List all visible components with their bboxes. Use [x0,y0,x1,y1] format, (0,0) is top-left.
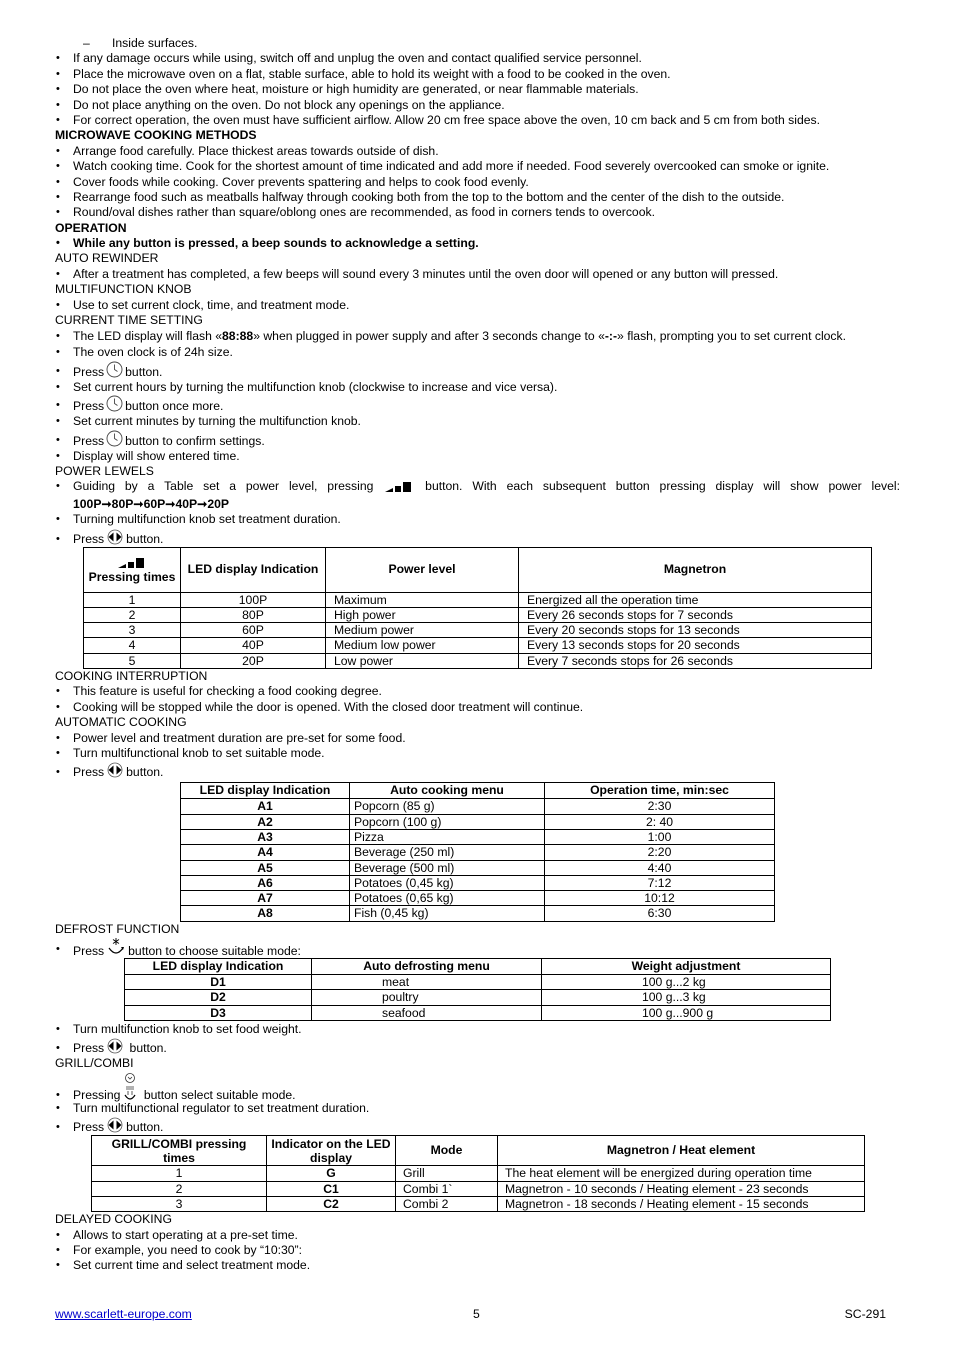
table-cell: 2: 40 [545,814,775,829]
table-cell: 4 [84,638,181,653]
table-cell: seafood [312,1005,542,1020]
list-item: • Allows to start operating at a pre-set time. [55,1228,900,1243]
text: button to choose suitable mode: [128,944,301,959]
table-cell: 2 [92,1181,267,1196]
table-cell: 80P [181,607,326,622]
table-cell: 1 [92,1166,267,1181]
list-item: • Power level and treatment duration are pre-set for some food. [55,731,900,746]
table-cell: Maximum [326,592,519,607]
table-cell: 100 g...2 kg [542,975,831,990]
table-cell: A3 [181,829,350,844]
list-item: • After a treatment has completed, a few beeps will sound every 3 minutes until the oven door will opened or any button will pressed. [55,267,900,282]
list-item [55,361,900,380]
table-header: Auto defrosting menu [312,959,542,975]
text: button. With each subsequent button pressing display will show power level: [425,479,900,494]
table-header: Operation time, min:sec [545,783,775,799]
subsection-heading: AUTO REWINDER [55,251,159,266]
table-cell: poultry [312,990,542,1005]
table-cell: Popcorn (85 g) [350,799,545,814]
text: Guiding by a Table set a power level, pressing [73,479,374,494]
table-row [84,592,872,607]
table-cell: A6 [181,875,350,890]
table-cell: 2:20 [545,845,775,860]
table-cell: G [267,1166,396,1181]
website-link[interactable]: www.scarlett-europe.com [55,1307,192,1321]
subsection-heading: COOKING INTERRUPTION [55,669,208,684]
list-item: • While any button is pressed, a beep sounds to acknowledge a setting. [55,236,900,251]
text: The LED display will flash « [73,329,223,344]
list-item: • Turn multifunction knob to set food weight. [55,1022,900,1037]
text: Press [73,433,105,448]
list-item: • Watch cooking time. Cook for the shortest amount of time indicated and add more if needed. Food severely overcooked can smoke or ignite. [55,159,900,174]
list-item [55,430,900,449]
table-cell: Fish (0,45 kg) [350,906,545,921]
list-item: • Round/oval dishes rather than square/oblong ones are recommended, as food in corners tends to overcook. [55,205,900,220]
table-cell: Beverage (500 ml) [350,860,545,875]
start-icon [106,529,124,552]
table-row [181,891,775,906]
table-cell: D1 [125,975,312,990]
subsection-heading: POWER LEWELS [55,463,154,478]
table-cell: A8 [181,906,350,921]
table-cell: A2 [181,814,350,829]
list-item: • For example, you need to cook by “10:30”: [55,1243,900,1258]
list-item: • Turning multifunction knob set treatment duration. [55,512,900,527]
list-item [55,479,900,496]
list-item [55,528,900,547]
table-header: LED display Indication [181,783,350,799]
table-row [181,845,775,860]
list-item: • Display will show entered time. [55,449,900,464]
table-header: GRILL/COMBI pressing times [92,1136,267,1166]
table-cell: 100 g...3 kg [542,990,831,1005]
subsection-heading: CURRENT TIME SETTING [55,313,203,328]
table-cell: Medium low power [326,638,519,653]
table-cell: A4 [181,845,350,860]
table-row [84,623,872,638]
table-row [181,906,775,921]
list-item: • Place the microwave oven on a flat, stable surface, able to hold its weight with a food to be cooked in the oven. [55,67,900,82]
defrost-icon [106,937,126,966]
table-cell: Low power [326,653,519,668]
power-sequence: 100P➞80P➞60P➞40P➞20P [73,496,230,511]
start-icon [106,762,124,785]
power-level-icon [88,556,176,570]
table-header: Magnetron / Heat element [498,1136,865,1166]
table-row [181,799,775,814]
table-cell: 40P [181,638,326,653]
table-cell: 20P [181,653,326,668]
list-item: • Do not place anything on the oven. Do not block any openings on the appliance. [55,98,900,113]
table-cell: Potatoes (0,45 kg) [350,875,545,890]
text: Press [73,364,105,379]
list-item: • Turn multifunctional regulator to set treatment duration. [55,1101,900,1116]
table-row [92,1181,865,1196]
list-item [55,1037,900,1056]
table-row [125,975,831,990]
table-cell: 6:30 [545,906,775,921]
list-item: • The oven clock is of 24h size. [55,345,900,360]
list-item: • Turn multifunctional knob to set suitable mode. [55,746,900,761]
table-header: Weight adjustment [542,959,831,975]
table-header: Indicator on the LED display [267,1136,396,1166]
text: button. [126,1120,164,1135]
page-number: 5 [473,1307,480,1321]
table-cell: Magnetron - 18 seconds / Heating element - 15 seconds [498,1196,865,1211]
table-cell: 7:12 [545,875,775,890]
table-cell: 2:30 [545,799,775,814]
table-cell: 5 [84,653,181,668]
subsection-heading: DELAYED COOKING [55,1212,172,1227]
text: Pressing times [88,569,176,584]
table-cell: A1 [181,799,350,814]
list-item: • Cover foods while cooking. Cover prevents spattering and helps to cook food evenly. [55,175,900,190]
table-cell: A7 [181,891,350,906]
table-cell: 3 [84,623,181,638]
list-item: • If any damage occurs while using, switch off and unplug the oven and contact qualified service personnel. [55,51,900,66]
subsection-heading: MULTIFUNCTION KNOB [55,282,192,297]
text: » flash, prompting you to set current clock. [617,329,847,344]
table-cell: Magnetron - 10 seconds / Heating element - 23 seconds [498,1181,865,1196]
list-item: • Cooking will be stopped while the door is opened. With the closed door treatment will continue. [55,700,900,715]
section-heading: MICROWAVE COOKING METHODS [55,128,257,143]
table-cell: High power [326,607,519,622]
table-header: LED display Indication [181,547,326,592]
text: button. [125,364,163,379]
text: button. [126,765,164,780]
table-cell: Popcorn (100 g) [350,814,545,829]
list-item: • For correct operation, the oven must have sufficient airflow. Allow 20 cm free space above the oven, 10 cm back and 5 cm from both sides. [55,113,900,128]
list-item: • This feature is useful for checking a food cooking degree. [55,684,900,699]
text: Press [73,944,105,959]
table-cell: Every 13 seconds stops for 20 seconds [519,638,872,653]
table-row [125,1005,831,1020]
list-item: • Set current hours by turning the multifunction knob (clockwise to increase and vice versa). [55,380,900,395]
defrost-table [124,958,831,1021]
text: button to confirm settings. [125,433,265,448]
text: button. [129,1041,167,1056]
text: Press [73,1041,105,1056]
table-cell: C1 [267,1181,396,1196]
list-item [55,395,900,414]
table-cell: 60P [181,623,326,638]
table-row [181,829,775,844]
text: button once more. [125,399,224,414]
text: Press [73,531,105,546]
start-icon [106,1117,124,1140]
table-header: Mode [396,1136,498,1166]
text: Press [73,399,105,414]
text: » when plugged in power supply and after 3 seconds change to « [253,329,605,344]
model-number: SC-291 [844,1307,886,1321]
table-cell: Every 7 seconds stops for 26 seconds [519,653,872,668]
table-cell: Potatoes (0,65 kg) [350,891,545,906]
table-cell: 4:40 [545,860,775,875]
table-cell: 10:12 [545,891,775,906]
text: Pressing [73,1087,121,1102]
table-cell: Beverage (250 ml) [350,845,545,860]
text: 88:88 [222,329,254,344]
list-item [55,1116,900,1135]
subsection-heading: DEFROST FUNCTION [55,921,180,936]
table-row [181,860,775,875]
table-cell: D2 [125,990,312,1005]
table-row [84,607,872,622]
table-cell: Every 20 seconds stops for 13 seconds [519,623,872,638]
list-item: • Set current minutes by turning the multifunction knob. [55,414,900,429]
text: -:- [604,329,618,344]
table-cell: 100P [181,592,326,607]
table-cell: 3 [92,1196,267,1211]
list-item: • Rearrange food such as meatballs halfway through cooking both from the top to the bottom and the center of the dish to the outside. [55,190,900,205]
list-item: • Do not place the oven where heat, moisture or high humidity are generated, or near flammable materials. [55,82,900,97]
table-cell: D3 [125,1005,312,1020]
manual-page [55,36,900,1274]
power-table [83,547,872,669]
table-cell: meat [312,975,542,990]
table-row [125,990,831,1005]
table-header: LED display Indication [125,959,312,975]
table-row [92,1166,865,1181]
table-header: Auto cooking menu [350,783,545,799]
text: button select suitable mode. [143,1087,296,1102]
list-item [55,328,900,345]
list-item: • Arrange food carefully. Place thickest areas towards outside of dish. [55,144,900,159]
table-cell: 100 g...900 g [542,1005,831,1020]
table-cell: Every 26 seconds stops for 7 seconds [519,607,872,622]
table-cell: The heat element will be energized during operation time [498,1166,865,1181]
table-cell: Medium power [326,623,519,638]
table-header [84,547,181,592]
table-row [84,653,872,668]
table-cell: A5 [181,860,350,875]
grill-table [91,1135,865,1212]
subsection-heading: GRILL/COMBI [55,1056,134,1071]
table-cell: Energized all the operation time [519,592,872,607]
table-cell: C2 [267,1196,396,1211]
text: Press [73,765,105,780]
list-item [55,937,900,958]
table-row [92,1196,865,1211]
list-item: • Use to set current clock, time, and treatment mode. [55,298,900,313]
table-cell: Pizza [350,829,545,844]
section-heading: OPERATION [55,220,127,235]
table-row [84,638,872,653]
power-level-icon [385,480,413,496]
list-item: – Inside surfaces. [55,36,900,51]
table-header: Magnetron [519,547,872,592]
table-cell: Grill [396,1166,498,1181]
table-cell: Combi 2 [396,1196,498,1211]
auto-cooking-table [180,782,775,921]
text: Press [73,1120,105,1135]
table-row [181,875,775,890]
list-item [55,761,900,780]
table-cell: Combi 1` [396,1181,498,1196]
list-item: • Set current time and select treatment mode. [55,1258,900,1273]
text: button. [126,531,164,546]
table-row [181,814,775,829]
table-header: Power level [326,547,519,592]
table-cell: 1:00 [545,829,775,844]
subsection-heading: AUTOMATIC COOKING [55,715,187,730]
list-item [55,1072,900,1101]
table-cell: 2 [84,607,181,622]
table-cell: 1 [84,592,181,607]
